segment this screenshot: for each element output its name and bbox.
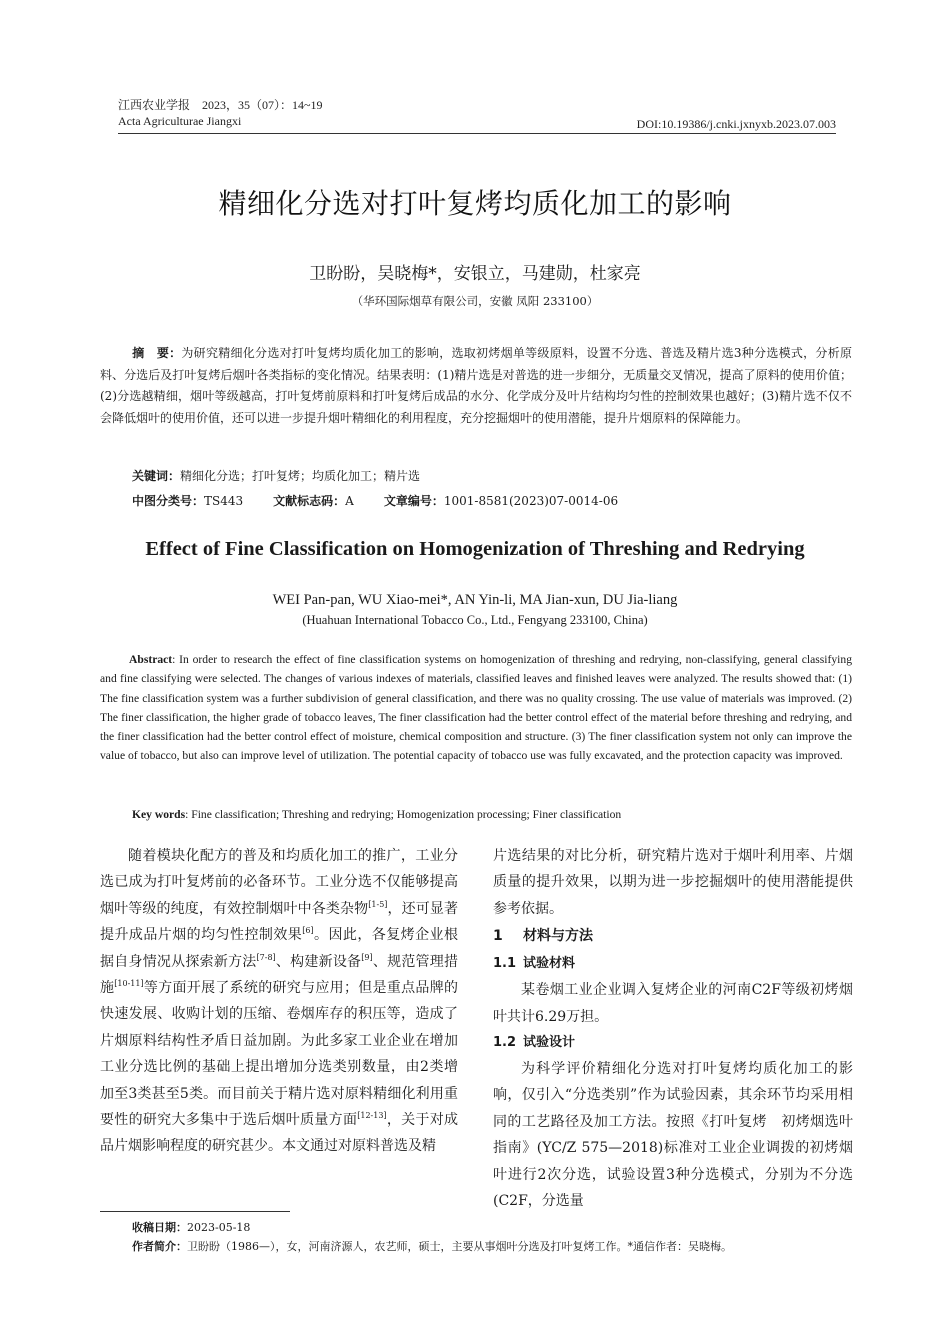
bio-text: 卫盼盼（1986—），女，河南济源人，农艺师，硕士，主要从事烟叶分选及打叶复烤工作。*通信作者：吴晓梅。 bbox=[187, 1240, 732, 1253]
clc-value: TS443 bbox=[204, 494, 244, 508]
paper-title-en: Effect of Fine Classification on Homogenization of Threshing and Redrying bbox=[145, 538, 805, 560]
footnote-rule bbox=[100, 1211, 290, 1212]
keywords-cn bbox=[132, 466, 852, 486]
abstract-en-text: : In order to research the effect of fine classification systems on homogenization of threshing and redrying, non-classifying, general classifying and fine classifying were selected. The changes of various indexes of materials, classified leaves and finished leaves were analyzed. The results showed that: (1) The fine classification system was a further subdivision of general classification, and there was no quality crossing. The use value of materials was improved. (2) The finer classification, the higher grade of tobacco leaves, The finer classification had the better control effect of the material before threshing and redrying, and the finer classification had the better control effect of moisture, chemical composition and structure. (3) The finer classification system not only can improve the value of tobacco, but also can improve level of utilization. The potential capacity of tobacco use was fully excavated, and the protection capacity was improved. bbox=[100, 653, 852, 763]
section-number: 1.2 bbox=[493, 1035, 517, 1051]
citation: [12-13] bbox=[357, 1111, 387, 1121]
citation: [6] bbox=[302, 926, 314, 936]
citation: [10-11] bbox=[114, 979, 144, 989]
footnote-received bbox=[132, 1220, 852, 1236]
intro-text-3: 。因此，各复烤企业根据自身情况从探索新方法 bbox=[100, 927, 459, 970]
citation: [9] bbox=[361, 952, 373, 962]
journal-header bbox=[118, 97, 323, 113]
body-left-column bbox=[100, 843, 458, 1160]
doi: DOI:10.19386/j.cnki.jxnyxb.2023.07.003 bbox=[636, 117, 836, 131]
authors-cn: 卫盼盼，吴晓梅*，安银立，马建勋，杜家亮 bbox=[309, 264, 641, 284]
design-paragraph: 为科学评价精细化分选对打叶复烤均质化加工的影响，仅引入“分选类别”作为试验因素，其余环节均采用相同的工艺路径及加工方法。按照《打叶复烤 初烤烟选叶指南》(YC/Z 575—2018)标准对工业企业调拨的初烤烟叶进行2次分选，试验设置3种分选模式，分别为不分选(C2F，分选量 bbox=[493, 1061, 853, 1210]
section-number: 1.1 bbox=[493, 956, 517, 972]
keywords-en-label: Key words bbox=[132, 808, 186, 821]
intro-text-7: ，关于对成品片烟影响程度的研究甚少。本文通过对原料普选及精 bbox=[100, 1112, 459, 1155]
affiliation-cn: （华环国际烟草有限公司，安徽 凤阳 233100） bbox=[351, 294, 599, 308]
materials-paragraph: 某卷烟工业企业调入复烤企业的河南C2F等级初烤烟叶共计6.29万担。 bbox=[493, 982, 853, 1025]
abstract-cn-text: 为研究精细化分选对打叶复烤均质化加工的影响，选取初烤烟单等级原料，设置不分选、普选及精片选3种分选模式，分析原料、分选后及打叶复烤后烟叶各类指标的变化情况。结果表明：(1)精片选是对普选的进一步细分，无质量交叉情况，提高了原料的使用价值；(2)分选越精细，烟叶等级越高，打叶复烤前原料和打叶复烤后成品的水分、化学成分及叶片结构均匀性的控制效果也越好；(3)精片选不仅不会降低烟叶的使用价值，还可以进一步提升烟叶精细化的利用程度，充分挖掘烟叶的使用潜能，提升片烟原料的保障能力。 bbox=[100, 346, 852, 425]
footnote-author-bio bbox=[132, 1239, 852, 1255]
journal-name-cn: 江西农业学报 bbox=[118, 98, 191, 112]
intro-text-1: 随着模块化配方的普及和均质化加工的推广，工业分选已成为打叶复烤前的必备环节。工业分选不仅能够提高烟叶等级的纯度，有效控制烟叶中各类杂物 bbox=[100, 848, 458, 917]
affiliation-en: (Huahuan International Tobacco Co., Ltd., Fengyang 233100, China) bbox=[302, 613, 648, 627]
section-title: 材料与方法 bbox=[523, 928, 593, 945]
keywords-en-text: : Fine classification; Threshing and redrying; Homogenization processing; Finer classification bbox=[185, 808, 622, 821]
bio-label: 作者简介： bbox=[132, 1240, 187, 1253]
header-rule bbox=[118, 133, 836, 134]
article-number-label: 文章编号： bbox=[383, 494, 444, 508]
intro-text-6: 等方面开展了系统的研究与应用；但是重点品牌的快速发展、收购计划的压缩、卷烟库存的积压等，造成了片烟原料结构性矛盾日益加剧。为此多家工业企业在增加工业分选比例的基础上提出增加分选类别数量，由2类增加至3类甚至5类。而目前关于精片选对原料精细化利用重要性的研究大多集中于选后烟叶质量方面 bbox=[100, 980, 459, 1129]
section-number: 1 bbox=[493, 928, 503, 945]
body-right-column bbox=[493, 843, 853, 1214]
journal-issue: 2023，35（07）：14~19 bbox=[202, 98, 323, 112]
keywords-cn-text: 精细化分选；打叶复烤；均质化加工；精片选 bbox=[180, 469, 421, 483]
keywords-en bbox=[132, 806, 852, 824]
received-label: 收稿日期： bbox=[132, 1221, 187, 1234]
abstract-cn-label: 摘 要： bbox=[132, 346, 182, 360]
abstract-en bbox=[100, 650, 852, 766]
section-heading-1-2 bbox=[493, 1030, 853, 1056]
authors-en: WEI Pan-pan, WU Xiao-mei*, AN Yin-li, MA Jian-xun, DU Jia-liang bbox=[272, 592, 678, 608]
classification-line bbox=[132, 491, 852, 511]
intro-text-4: 、构建新设备 bbox=[275, 953, 362, 970]
citation: [7-8] bbox=[256, 952, 276, 962]
abstract-cn bbox=[100, 343, 852, 429]
abstract-en-label: Abstract bbox=[129, 653, 173, 666]
received-date: 2023-05-18 bbox=[187, 1221, 251, 1234]
intro-paragraph bbox=[100, 843, 458, 1160]
journal-name-en: Acta Agriculturae Jiangxi bbox=[118, 114, 242, 128]
section-heading-1 bbox=[493, 922, 853, 951]
citation: [1-5] bbox=[368, 899, 388, 909]
section-heading-1-1 bbox=[493, 951, 853, 977]
intro-text-2: ，还可显著提升成品片烟的均匀性控制效果 bbox=[100, 900, 459, 944]
doc-code-label: 文献标志码： bbox=[273, 494, 346, 508]
doc-code-value: A bbox=[345, 494, 354, 508]
section-title: 试验设计 bbox=[523, 1035, 576, 1051]
keywords-cn-label: 关键词： bbox=[132, 469, 181, 483]
section-title: 试验材料 bbox=[523, 956, 576, 972]
clc-label: 中图分类号： bbox=[132, 494, 205, 508]
intro-continuation: 片选结果的对比分析，研究精片选对于烟叶利用率、片烟质量的提升效果，以期为进一步挖掘烟叶的使用潜能提供参考依据。 bbox=[493, 848, 853, 917]
article-number-value: 1001-8581(2023)07-0014-06 bbox=[443, 494, 619, 508]
paper-title-cn: 精细化分选对打叶复烤均质化加工的影响 bbox=[218, 187, 732, 220]
intro-text-5: 、规范管理措施 bbox=[100, 953, 459, 997]
